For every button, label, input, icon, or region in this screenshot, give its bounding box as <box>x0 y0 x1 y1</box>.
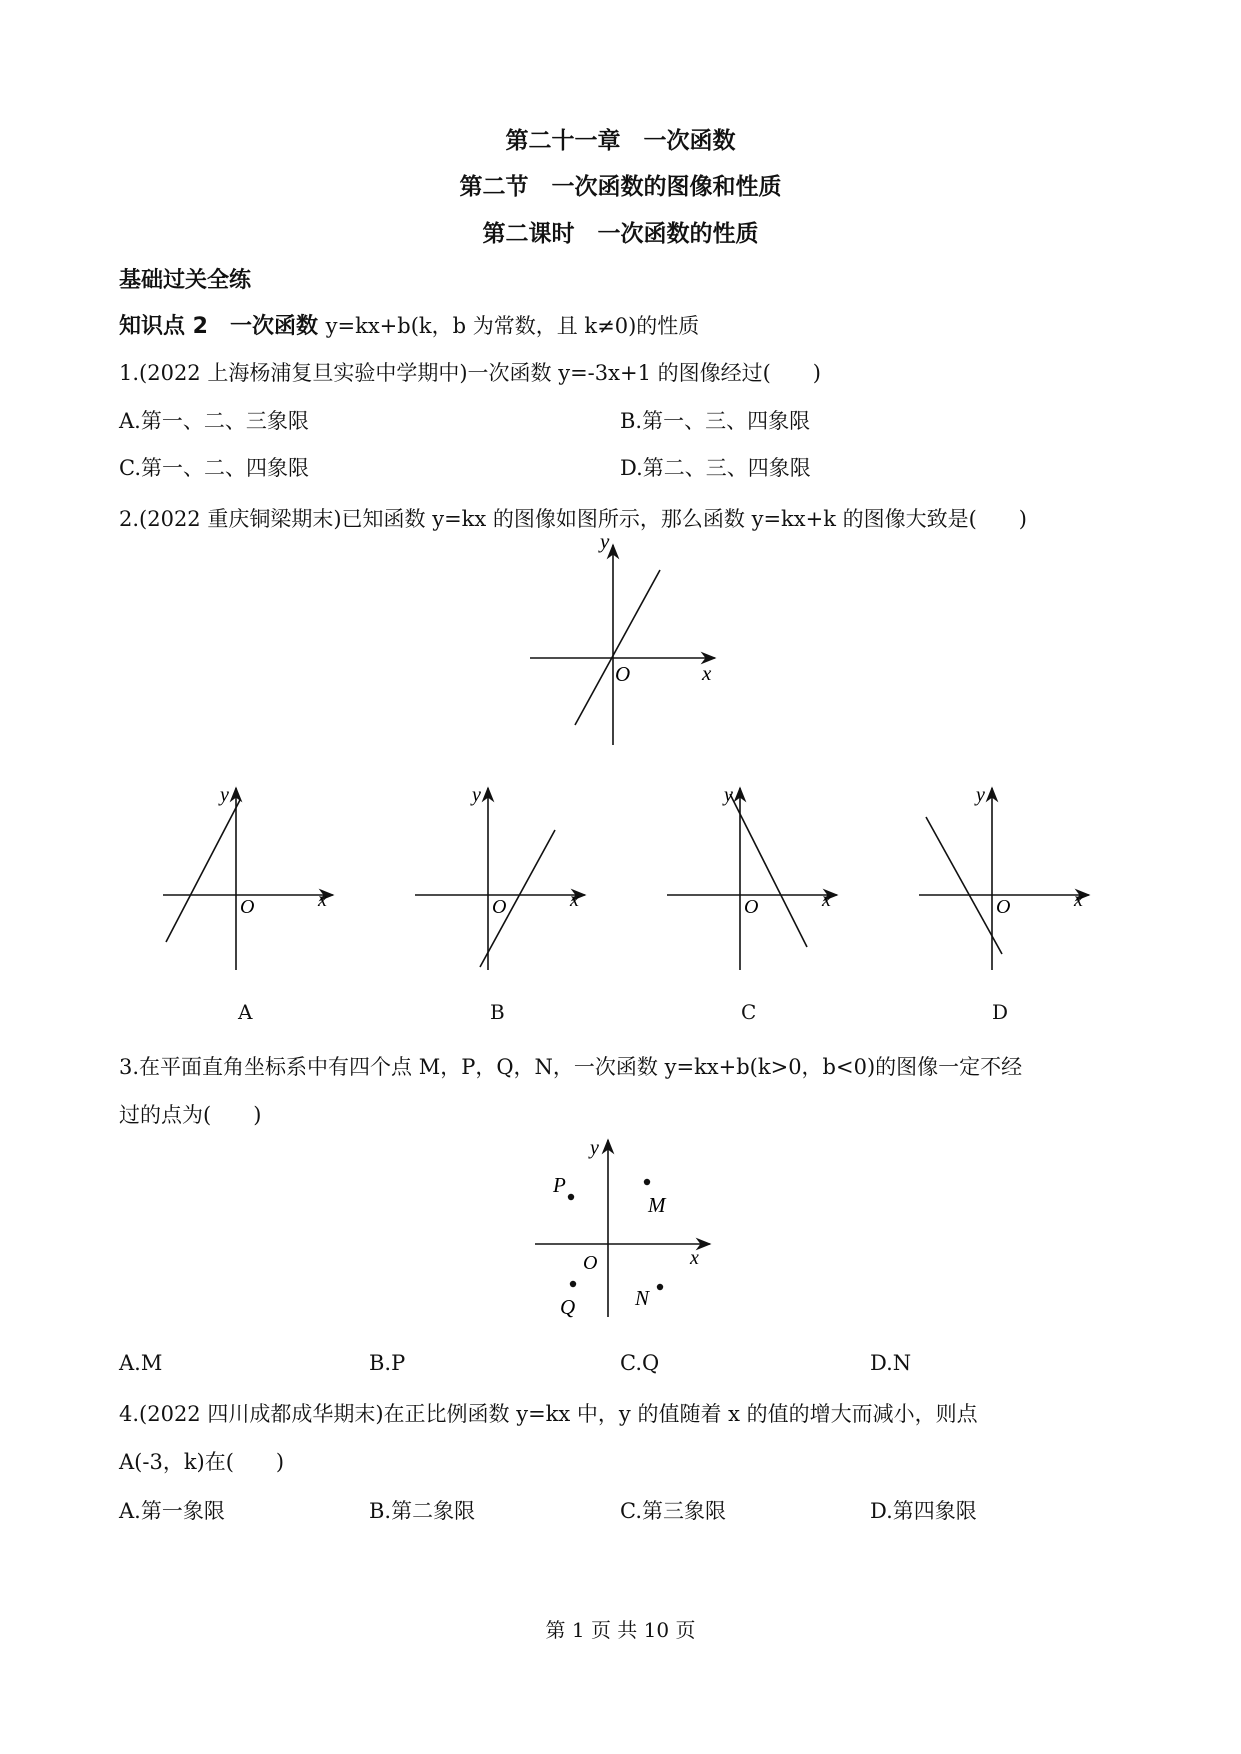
y-axis-label: y <box>472 784 481 806</box>
origin-label: O <box>744 896 759 918</box>
q3-stem-line1: 3.在平面直角坐标系中有四个点 M，P，Q，N，一次函数 y=kx+b(k>0，b<0)的图像一定不经 <box>119 1055 1023 1079</box>
q4-option-c[interactable]: C.第三象限 <box>620 1499 726 1523</box>
q1-option-d[interactable]: D.第二、三、四象限 <box>620 456 811 480</box>
point-n-label: N <box>635 1286 650 1310</box>
q3-option-d[interactable] <box>870 1351 911 1375</box>
q4-option-b[interactable]: B.第二象限 <box>369 1499 476 1523</box>
q3-option-b[interactable] <box>369 1351 405 1375</box>
section-title: 第二节 一次函数的图像和性质 <box>459 174 782 200</box>
y-axis-label: y <box>976 784 985 806</box>
origin-label: O <box>492 896 507 918</box>
q2-graph-b <box>410 782 590 972</box>
origin-label: O <box>615 662 631 686</box>
graph-line <box>730 794 807 947</box>
x-axis-label: x <box>318 889 327 911</box>
y-axis-label: y <box>220 784 229 806</box>
q3-option-a[interactable] <box>119 1351 162 1375</box>
q3-option-c-text: C.Q <box>620 1351 660 1375</box>
q2-label-d[interactable]: D <box>992 1000 1009 1024</box>
point-q-label: Q <box>560 1295 576 1319</box>
origin-label: O <box>240 896 255 918</box>
q2-graph-a <box>158 782 338 972</box>
q3-stem-line2: 过的点为( ) <box>119 1103 262 1127</box>
origin-label: O <box>583 1252 598 1274</box>
q2-label-b[interactable]: B <box>490 1000 505 1024</box>
q2-label-a[interactable]: A <box>238 1000 253 1024</box>
graph-line <box>926 817 1002 954</box>
knowledge-prefix: 知识点 2 一次函数 <box>119 314 326 339</box>
q3-option-c[interactable] <box>620 1351 659 1375</box>
q4-stem-line1: 4.(2022 四川成都成华期末)在正比例函数 y=kx 中，y 的值随着 x 的值的增大而减小，则点 <box>119 1402 978 1426</box>
q3-option-b-text: B.P <box>369 1351 406 1375</box>
chapter-title: 第二十一章 一次函数 <box>505 128 736 154</box>
q2-graph-d <box>914 782 1094 972</box>
point-m <box>644 1179 650 1185</box>
q4-option-d[interactable]: D.第四象限 <box>870 1499 977 1523</box>
page-footer: 第 1 页 共 10 页 <box>545 1618 696 1642</box>
q4-stem-line2: A(-3，k)在( ) <box>119 1450 285 1474</box>
q1-stem: 1.(2022 上海杨浦复旦实验中学期中)一次函数 y=-3x+1 的图像经过( ) <box>119 361 821 385</box>
q2-label-c[interactable]: C <box>741 1000 757 1024</box>
x-axis-label: x <box>690 1247 699 1269</box>
point-n <box>657 1284 663 1290</box>
q1-option-c[interactable]: C.第一、二、四象限 <box>119 456 309 480</box>
x-axis-label: x <box>1074 889 1083 911</box>
graph-line <box>166 800 240 942</box>
q2-stem: 2.(2022 重庆铜梁期末)已知函数 y=kx 的图像如图所示，那么函数 y=kx+k 的图像大致是( ) <box>119 507 1028 531</box>
q2-graph-c <box>662 782 842 972</box>
q3-option-d-text: D.N <box>870 1351 912 1375</box>
point-m-label: M <box>648 1193 666 1217</box>
x-axis-label: x <box>570 889 579 911</box>
point-q <box>570 1281 576 1287</box>
point-p-label: P <box>553 1173 566 1197</box>
q1-option-a[interactable]: A.第一、二、三象限 <box>119 409 309 433</box>
q2-main-graph <box>520 535 720 750</box>
q1-option-b[interactable]: B.第一、三、四象限 <box>620 409 811 433</box>
x-axis-label: x <box>702 661 712 685</box>
point-p <box>568 1194 574 1200</box>
y-axis-label: y <box>590 1137 599 1159</box>
q3-points-graph <box>530 1132 720 1327</box>
q3-option-a-text: A.M <box>119 1351 163 1375</box>
y-axis-label: y <box>600 535 610 553</box>
origin-label: O <box>996 896 1011 918</box>
lesson-title: 第二课时 一次函数的性质 <box>482 221 759 247</box>
line-y-kx <box>575 570 660 725</box>
q4-option-a[interactable]: A.第一象限 <box>119 1499 225 1523</box>
knowledge-formula: y=kx+b(k，b 为常数，且 k≠0)的性质 <box>325 314 700 338</box>
knowledge-point <box>119 309 699 340</box>
x-axis-label: x <box>822 889 831 911</box>
y-axis-label: y <box>724 784 733 806</box>
practice-title: 基础过关全练 <box>119 268 252 293</box>
